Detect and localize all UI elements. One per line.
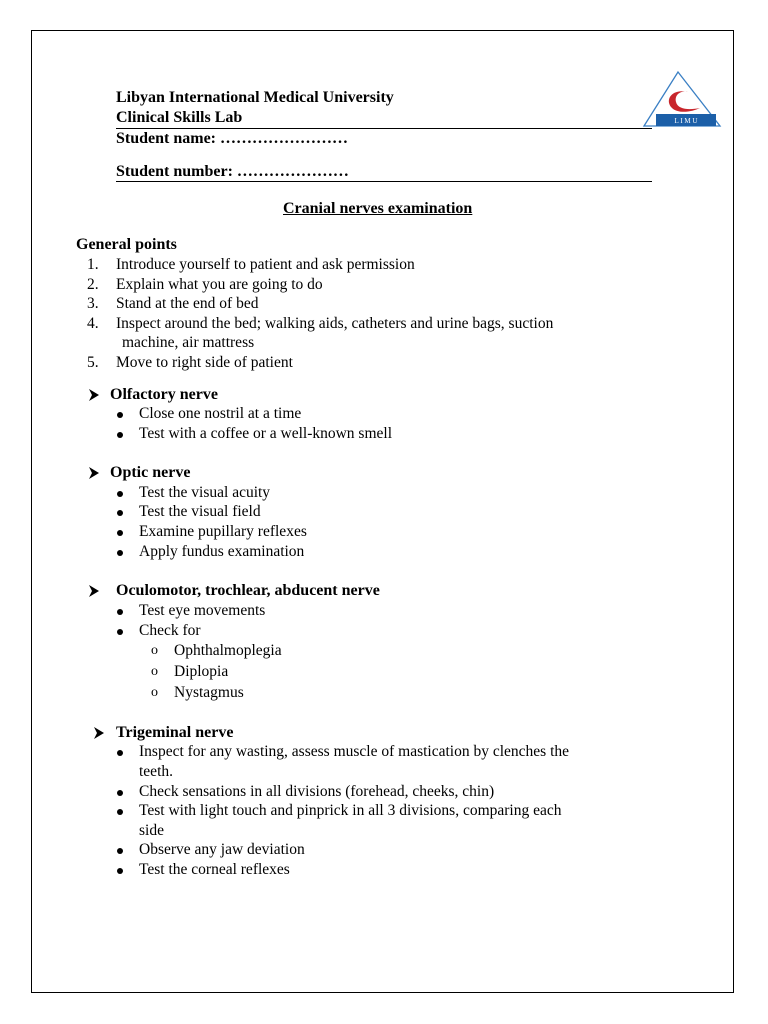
- bullet-item: Apply fundus examination: [139, 543, 305, 560]
- list-number: 3.: [87, 295, 99, 312]
- list-number: 5.: [87, 354, 99, 371]
- sub-bullet-icon: o: [151, 643, 158, 658]
- bullet-item-continuation: teeth.: [139, 763, 173, 780]
- section-heading: Olfactory nerve: [110, 386, 218, 403]
- list-number: 2.: [87, 276, 99, 293]
- header-rule-2: [116, 181, 652, 182]
- university-name: Libyan International Medical University: [116, 89, 394, 106]
- section-heading: Optic nerve: [110, 464, 191, 481]
- bullet-icon: [117, 848, 123, 854]
- student-number-field[interactable]: …………………: [236, 163, 349, 180]
- sub-bullet-icon: o: [151, 664, 158, 679]
- general-heading: General points: [76, 236, 177, 253]
- list-number: 4.: [87, 315, 99, 332]
- bullet-item: Test with light touch and pinprick in all 3 divisions, comparing each: [139, 802, 562, 819]
- arrow-bullet-icon: [93, 727, 105, 739]
- bullet-icon: [117, 790, 123, 796]
- arrow-bullet-icon: [88, 389, 100, 401]
- bullet-icon: [117, 432, 123, 438]
- list-item: Stand at the end of bed: [116, 295, 259, 312]
- bullet-item-continuation: side: [139, 822, 164, 839]
- bullet-icon: [117, 510, 123, 516]
- bullet-icon: [117, 609, 123, 615]
- sub-bullet-icon: o: [151, 685, 158, 700]
- header-rule-1: [116, 128, 652, 129]
- bullet-item: Test with a coffee or a well-known smell: [139, 425, 393, 442]
- bullet-item: Test eye movements: [139, 602, 266, 619]
- section-heading: Trigeminal nerve: [116, 724, 234, 741]
- logo-text: L I M U: [674, 117, 698, 125]
- student-number-row: [116, 163, 349, 181]
- arrow-bullet-icon: [88, 467, 100, 479]
- sub-bullet-item: Diplopia: [174, 663, 229, 680]
- bullet-icon: [117, 809, 123, 815]
- bullet-icon: [117, 491, 123, 497]
- bullet-icon: [117, 412, 123, 418]
- limu-logo: [642, 70, 722, 128]
- student-number-label: Student number:: [116, 163, 233, 180]
- bullet-item: Examine pupillary reflexes: [139, 523, 307, 540]
- bullet-item: Check for: [139, 622, 201, 639]
- bullet-item: Close one nostril at a time: [139, 405, 302, 422]
- section-heading: Oculomotor, trochlear, abducent nerve: [116, 582, 380, 599]
- bullet-icon: [117, 550, 123, 556]
- sub-bullet-item: Nystagmus: [174, 684, 244, 701]
- sub-bullet-item: Ophthalmoplegia: [174, 642, 282, 659]
- bullet-icon: [117, 750, 123, 756]
- bullet-icon: [117, 530, 123, 536]
- list-number: 1.: [87, 256, 99, 273]
- bullet-item: Observe any jaw deviation: [139, 841, 305, 858]
- list-item-continuation: machine, air mattress: [122, 334, 255, 351]
- list-item: Move to right side of patient: [116, 354, 293, 371]
- bullet-icon: [117, 629, 123, 635]
- bullet-item: Test the visual field: [139, 503, 261, 520]
- bullet-item: Test the visual acuity: [139, 484, 271, 501]
- arrow-bullet-icon: [88, 585, 100, 597]
- page-title: Cranial nerves examination: [283, 200, 473, 217]
- bullet-item: Test the corneal reflexes: [139, 861, 290, 878]
- list-item: Inspect around the bed; walking aids, catheters and urine bags, suction: [116, 315, 554, 332]
- student-name-row: [116, 130, 348, 148]
- student-name-label: Student name:: [116, 130, 217, 147]
- list-item: Explain what you are going to do: [116, 276, 323, 293]
- bullet-item: Check sensations in all divisions (forehead, cheeks, chin): [139, 783, 495, 800]
- student-name-field[interactable]: ……………………: [220, 130, 349, 147]
- bullet-icon: [117, 868, 123, 874]
- lab-name: Clinical Skills Lab: [116, 109, 243, 126]
- bullet-item: Inspect for any wasting, assess muscle of mastication by clenches the: [139, 743, 570, 760]
- list-item: Introduce yourself to patient and ask permission: [116, 256, 415, 273]
